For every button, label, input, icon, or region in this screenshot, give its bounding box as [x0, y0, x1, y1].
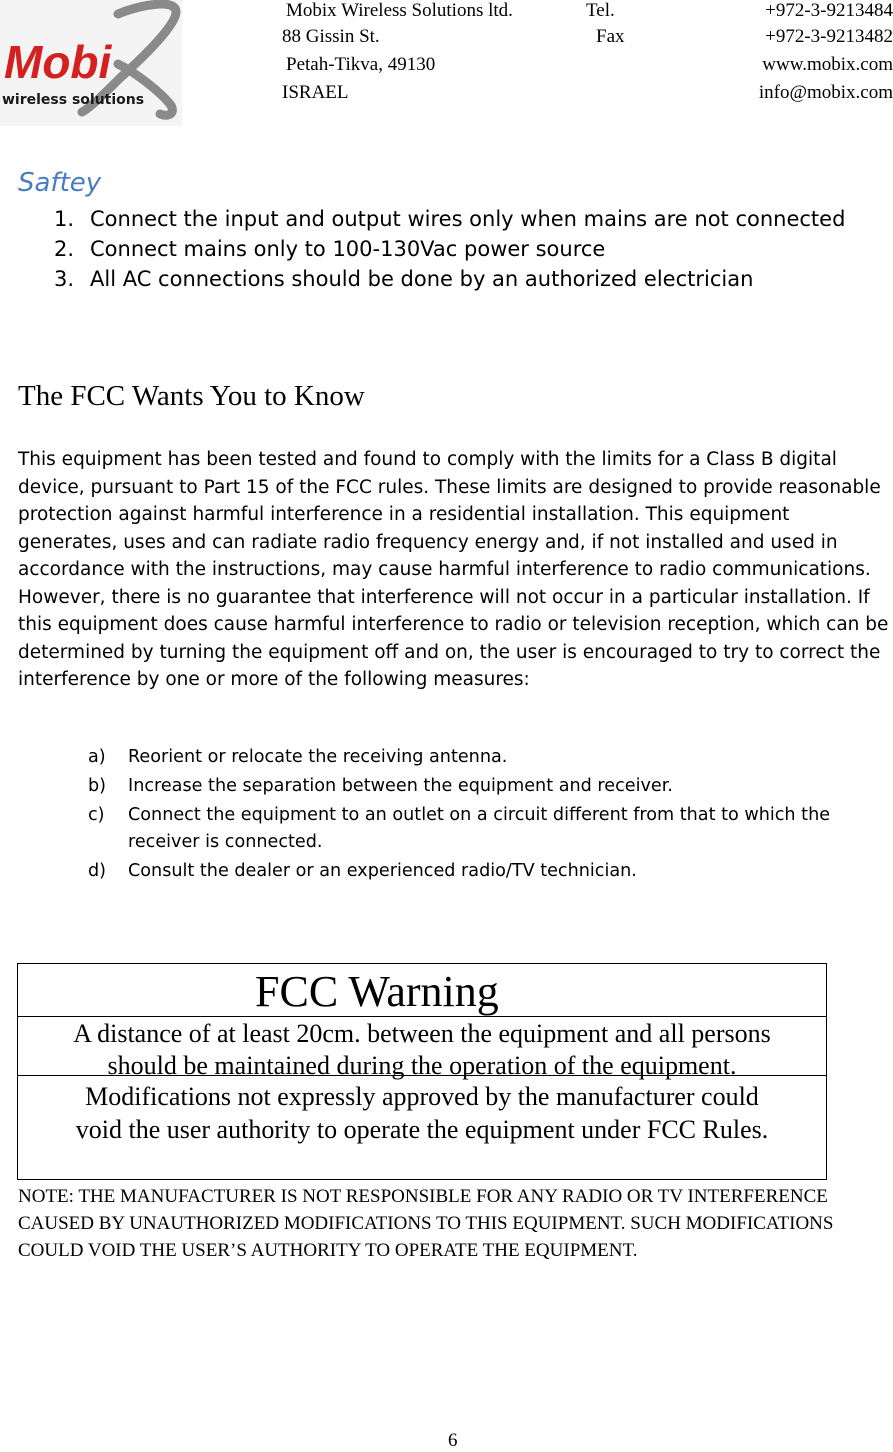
measure-item [88, 802, 893, 855]
fcc-notice-paragraph: This equipment has been tested and found to comply with the limits for a Class B digital device, pursuant to Part 15 of the FCC rules. These limits are designed to provide reasonable protection against harmful interference in a residential installation. This equipment generates, uses and can radiate radio frequency energy and, if not installed and used in accordance with the instructions, may cause harmful interference to radio communications. However, there is no guarantee that interference will not occur in a particular installation. If this equipment does cause harmful interference to radio or television reception, which can be determined by turning the equipment off and on, the user is encouraged to try to correct the interference by one or more of the following measures: [18, 449, 889, 690]
warning-distance-line: A distance of at least 20cm. between the equipment and all persons [73, 1019, 771, 1048]
safety-list [54, 204, 874, 294]
list-marker: c) [88, 805, 105, 825]
warning-modification-cell [18, 1078, 826, 1180]
list-marker: 3. [54, 267, 75, 291]
tel-label: Tel. [586, 0, 615, 21]
list-marker: a) [88, 747, 106, 767]
warning-distance-line: should be maintained during the operation of the equipment. [107, 1051, 737, 1080]
list-text: Connect mains only to 100-130Vac power source [90, 237, 606, 261]
tel-number: +972-3-9213484 [765, 0, 893, 21]
list-marker: d) [88, 860, 107, 881]
list-text: Reorient or relocate the receiving antenna. [128, 747, 508, 767]
measure-item [88, 744, 893, 771]
safety-heading: Saftey [18, 168, 102, 198]
warning-modification-line: void the user authority to operate the equipment under FCC Rules. [75, 1115, 769, 1144]
list-text: All AC connections should be done by an authorized electrician [90, 267, 754, 291]
email-link[interactable]: info@mobix.com [758, 82, 893, 103]
warning-title-row [18, 964, 826, 1017]
warning-modification-line: Modifications not expressly approved by the manufacturer could [85, 1082, 759, 1111]
page-number: 6 [448, 1430, 458, 1451]
mobix-logo [0, 0, 182, 126]
manufacturer-note: NOTE: THE MANUFACTURER IS NOT RESPONSIBLE FOR ANY RADIO OR TV INTERFERENCE CAUSED BY UNAUTHORIZED MODIFICATIONS TO THIS EQUIPMENT. SUCH MODIFICATIONS COULD VOID THE USER’S AUTHORITY TO OPERATE THE EQUIPMENT. [18, 1186, 834, 1261]
measures-list [88, 744, 893, 887]
list-text: Increase the separation between the equipment and receiver. [128, 776, 673, 796]
list-text: Connect the input and output wires only when mains are not connected [90, 207, 846, 231]
country: ISRAEL [282, 82, 349, 103]
warning-distance-cell [18, 1016, 826, 1080]
list-text: Connect the equipment to an outlet on a circuit different from that to which the receiver is connected. [128, 805, 831, 852]
safety-item [54, 234, 874, 264]
city-address: Petah-Tikva, 49130 [286, 54, 436, 75]
logo-tagline: wireless solutions [2, 92, 145, 108]
list-marker: 2. [54, 237, 75, 261]
fcc-warning-box [17, 963, 827, 1180]
fax-number: +972-3-9213482 [765, 26, 893, 47]
list-marker: 1. [54, 207, 75, 231]
company-name: Mobix Wireless Solutions ltd. [286, 0, 513, 21]
safety-item [54, 264, 874, 294]
measure-item [88, 773, 893, 800]
list-marker: b) [88, 776, 107, 796]
list-text: Consult the dealer or an experienced radio/TV technician. [128, 860, 637, 881]
measure-item [88, 858, 893, 885]
warning-title: FCC Warning [255, 967, 499, 1016]
website-link[interactable]: www.mobix.com [762, 54, 893, 75]
logo-brand-text: Mobi [4, 36, 112, 88]
safety-item [54, 204, 874, 234]
fax-label: Fax [596, 26, 625, 47]
fcc-notice-heading: The FCC Wants You to Know [18, 380, 365, 412]
street-address: 88 Gissin St. [282, 26, 380, 47]
